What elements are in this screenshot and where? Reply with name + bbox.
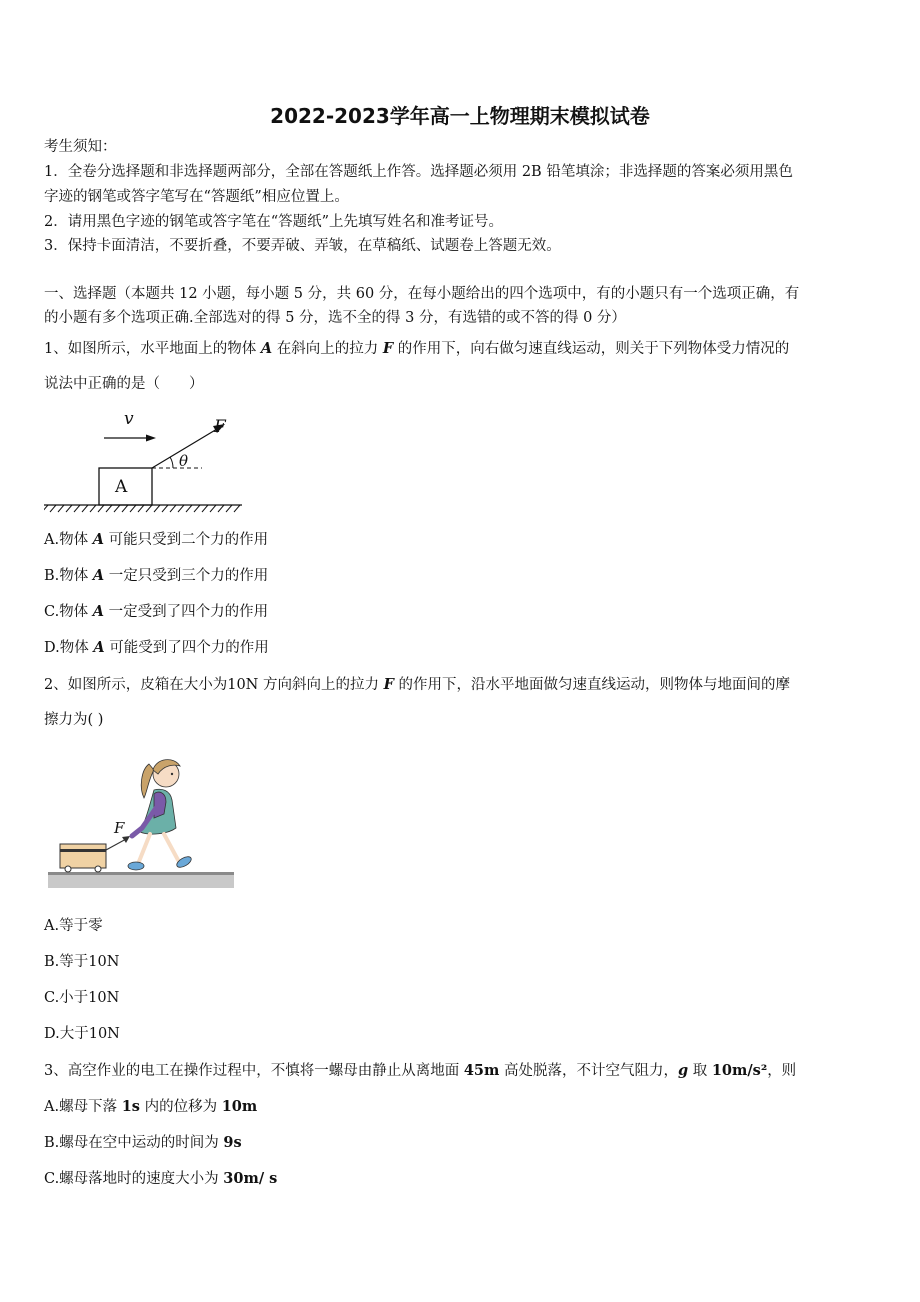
- section-heading-line2: 的小题有多个选项正确.全部选对的得 5 分，选不全的得 3 分，有选错的或不答的得 0 分）: [44, 310, 626, 326]
- block-a-label: A: [115, 477, 128, 497]
- q2-symbol-f: F: [383, 676, 394, 693]
- q3-symbol-g: g: [677, 1062, 689, 1079]
- notice-item-1b: 字迹的钢笔或答字笔写在“答题纸”相应位置上。: [44, 189, 349, 205]
- q1-option-a[interactable]: A.物体 A 可能只受到二个力的作用: [44, 531, 269, 548]
- force-label: F: [214, 417, 226, 437]
- velocity-arrow: [104, 435, 156, 442]
- pull-arrowhead: [122, 836, 130, 843]
- notice-item-3: 3．保持卡面清洁，不要折叠，不要弄破、弄皱，在草稿纸、试题卷上答题无效。: [44, 238, 561, 254]
- q1-symbol-a: A: [260, 340, 273, 357]
- q1-stem-line2: 说法中正确的是（ ）: [44, 376, 204, 392]
- q1-stem-part2: 在斜向上的拉力: [272, 341, 383, 357]
- q3-option-a[interactable]: A.螺母下落 1s 内的位移为 10m: [44, 1098, 258, 1115]
- girl-figure: [128, 760, 193, 870]
- angle-label: θ: [179, 452, 189, 470]
- section-heading-line1: 一、选择题（本题共 12 小题，每小题 5 分，共 60 分，在每小题给出的四个选项中，有的小题只有一个选项正确，有: [44, 286, 800, 302]
- q1-figure: [44, 402, 249, 517]
- force-label: F: [114, 819, 125, 837]
- ground-top: [48, 872, 234, 875]
- q2-stem-part2: 的作用下，沿水平地面做匀速直线运动，则物体与地面间的摩: [393, 677, 790, 693]
- q2-option-d[interactable]: D.大于10N: [44, 1026, 120, 1042]
- q2-stem-line2: 擦力为( ): [44, 712, 104, 728]
- q1-stem-part1: 1、如图所示，水平地面上的物体: [44, 341, 261, 357]
- q2-option-a[interactable]: A.等于零: [44, 918, 103, 934]
- q3-g-value: 10m/s²: [711, 1062, 768, 1079]
- q2-stem: [44, 674, 880, 696]
- angle-arc: [170, 457, 173, 468]
- q2-option-b[interactable]: B.等于10N: [44, 954, 120, 970]
- q3-height: 45m: [463, 1062, 500, 1079]
- q1-option-b[interactable]: B.物体 A 一定只受到三个力的作用: [44, 567, 269, 584]
- q2-figure: [46, 748, 238, 890]
- q1-option-c[interactable]: C.物体 A 一定受到了四个力的作用: [44, 603, 269, 620]
- ground-hatching: [44, 505, 240, 512]
- q1-option-d[interactable]: D.物体 A 可能受到了四个力的作用: [44, 639, 269, 656]
- velocity-label: v: [124, 409, 134, 429]
- q1-symbol-f: F: [382, 340, 394, 357]
- q2-option-c[interactable]: C.小于10N: [44, 990, 120, 1006]
- suitcase: [60, 844, 106, 872]
- q3-option-b[interactable]: B.螺母在空中运动的时间为 9s: [44, 1134, 242, 1151]
- notice-item-2: 2．请用黑色字迹的钢笔或答字笔在“答题纸”上先填写姓名和准考证号。: [44, 214, 504, 230]
- ground-strip: [48, 874, 234, 888]
- q3-stem: 3、高空作业的电工在操作过程中，不慎将一螺母由静止从离地面 45m 高处脱落，不计空气阻力，g 取 10m/s²，则: [44, 1062, 797, 1079]
- q1-stem-part3: 的作用下，向右做匀速直线运动，则关于下列物体受力情况的: [393, 341, 790, 357]
- page-title: 2022-2023学年高一上物理期末模拟试卷: [270, 104, 650, 128]
- q2-stem-part1: 2、如图所示，皮箱在大小为10N 方向斜向上的拉力: [44, 677, 384, 693]
- notice-item-1a: 1．全卷分选择题和非选择题两部分，全部在答题纸上作答。选择题必须用 2B 铅笔填涂；非选择题的答案必须用黑色: [44, 164, 793, 180]
- q3-option-c[interactable]: C.螺母落地时的速度大小为 30m/ s: [44, 1170, 278, 1187]
- q1-stem: [44, 338, 880, 360]
- notice-heading: 考生须知：: [44, 139, 117, 155]
